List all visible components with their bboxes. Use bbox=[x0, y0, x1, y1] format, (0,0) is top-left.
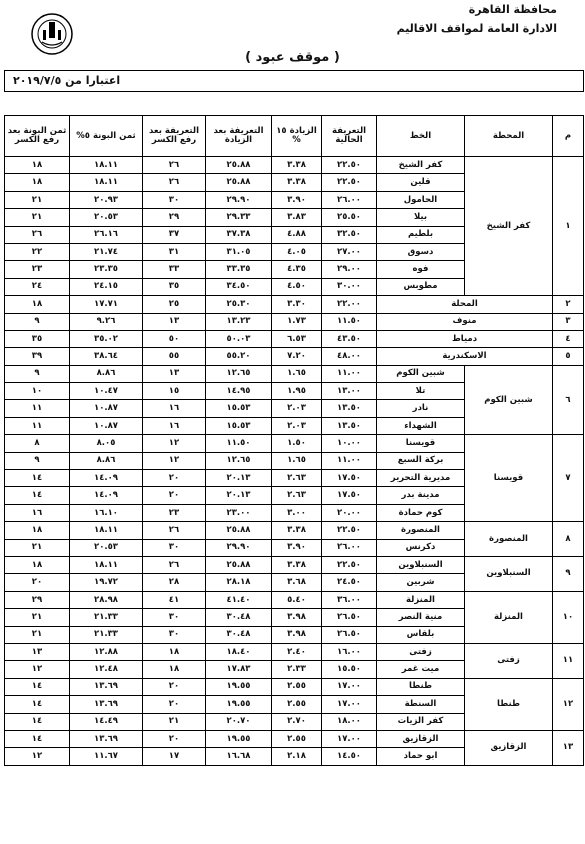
fare-after-increase: ٣٧.٣٨ bbox=[206, 226, 272, 243]
fare-after-increase: ٢٣.٠٠ bbox=[206, 504, 272, 521]
current-fare: ٢٦.٥٠ bbox=[322, 626, 377, 643]
fare-rounded: ١٣ bbox=[143, 313, 206, 330]
coupon-rounded: ١٤ bbox=[5, 487, 70, 504]
line-name: منوف bbox=[377, 313, 553, 330]
effective-date: اعتبارا من ٢٠١٩/٧/٥ bbox=[13, 74, 121, 87]
fare-rounded: ٢٠ bbox=[143, 470, 206, 487]
increase: ٢.٥٥ bbox=[272, 730, 322, 747]
fare-rounded: ١٥ bbox=[143, 383, 206, 400]
current-fare: ٢٢.٥٠ bbox=[322, 174, 377, 191]
line-name: السنبلاوين bbox=[377, 556, 465, 573]
fare-after-increase: ٢٩.٣٣ bbox=[206, 209, 272, 226]
line-name: زفتى bbox=[377, 643, 465, 660]
coupon-rounded: ٣٩ bbox=[5, 348, 70, 365]
coupon-rounded: ٢٦ bbox=[5, 226, 70, 243]
coupon-rounded: ١٤ bbox=[5, 713, 70, 730]
fare-after-increase: ٣١.٠٥ bbox=[206, 243, 272, 260]
coupon-rounded: ١٦ bbox=[5, 504, 70, 521]
current-fare: ١٧.٠٠ bbox=[322, 730, 377, 747]
line-name: فوه bbox=[377, 261, 465, 278]
current-fare: ١٨.٠٠ bbox=[322, 713, 377, 730]
fare-after-increase: ٥٥.٢٠ bbox=[206, 348, 272, 365]
fare-after-increase: ٣٠.٤٨ bbox=[206, 626, 272, 643]
coupon-price: ٩.٢٦ bbox=[70, 313, 143, 330]
coupon-price: ٢٦.١٦ bbox=[70, 226, 143, 243]
line-name: السنطة bbox=[377, 696, 465, 713]
fare-rounded: ٣٠ bbox=[143, 609, 206, 626]
current-fare: ٢٢.٥٠ bbox=[322, 522, 377, 539]
station-name: زفتى bbox=[465, 643, 553, 678]
fare-after-increase: ٢٠.١٣ bbox=[206, 470, 272, 487]
increase: ١.٥٠ bbox=[272, 435, 322, 452]
fare-after-increase: ٣٤.٥٠ bbox=[206, 278, 272, 295]
increase: ٧.٢٠ bbox=[272, 348, 322, 365]
increase: ٣.٣٠ bbox=[272, 296, 322, 313]
coupon-price: ١٤.٤٩ bbox=[70, 713, 143, 730]
table-header-row bbox=[5, 116, 584, 157]
current-fare: ٢٦.٠٠ bbox=[322, 539, 377, 556]
increase: ١.٦٥ bbox=[272, 365, 322, 382]
coupon-price: ٣٨.٦٤ bbox=[70, 348, 143, 365]
coupon-price: ١٠.٤٧ bbox=[70, 383, 143, 400]
fare-after-increase: ١٦.٦٨ bbox=[206, 748, 272, 765]
increase: ٣.٦٨ bbox=[272, 574, 322, 591]
coupon-rounded: ٢٠ bbox=[5, 574, 70, 591]
coupon-rounded: ٩ bbox=[5, 452, 70, 469]
coupon-rounded: ١٠ bbox=[5, 383, 70, 400]
coupon-price: ١٩.٧٢ bbox=[70, 574, 143, 591]
line-name: بلقاس bbox=[377, 626, 465, 643]
station-name: الزقازيق bbox=[465, 730, 553, 765]
row-number: ١٣ bbox=[553, 730, 584, 765]
coupon-price: ٢٤.١٥ bbox=[70, 278, 143, 295]
increase: ٢.٦٣ bbox=[272, 487, 322, 504]
fare-rounded: ٢٨ bbox=[143, 574, 206, 591]
fare-after-increase: ٢٩.٩٠ bbox=[206, 191, 272, 208]
fare-after-increase: ١٥.٥٣ bbox=[206, 417, 272, 434]
coupon-rounded: ٢١ bbox=[5, 191, 70, 208]
fare-after-increase: ٢٥.٣٠ bbox=[206, 296, 272, 313]
coupon-price: ١٤.٠٩ bbox=[70, 487, 143, 504]
increase: ٦.٥٣ bbox=[272, 330, 322, 347]
station-name: السنبلاوين bbox=[465, 556, 553, 591]
coupon-price: ٢١.٣٣ bbox=[70, 609, 143, 626]
increase: ٢.٠٣ bbox=[272, 400, 322, 417]
line-name: المنزلة bbox=[377, 591, 465, 608]
line-name: منية النصر bbox=[377, 609, 465, 626]
increase: ٣.٣٨ bbox=[272, 174, 322, 191]
fare-rounded: ٢٥ bbox=[143, 296, 206, 313]
row-number: ٥ bbox=[553, 348, 584, 365]
coupon-rounded: ٢٣ bbox=[5, 261, 70, 278]
fare-rounded: ١٧ bbox=[143, 748, 206, 765]
line-name: مديرية التحرير bbox=[377, 470, 465, 487]
current-fare: ١٥.٥٠ bbox=[322, 661, 377, 678]
fare-rounded: ٢٠ bbox=[143, 487, 206, 504]
current-fare: ٣٠.٠٠ bbox=[322, 278, 377, 295]
row-number: ٧ bbox=[553, 435, 584, 522]
table-row bbox=[5, 296, 584, 313]
page-title: ( موقف عبود ) bbox=[245, 50, 340, 65]
coupon-price: ٢١.٣٣ bbox=[70, 626, 143, 643]
line-name: طنطا bbox=[377, 678, 465, 695]
coupon-price: ١٤.٠٩ bbox=[70, 470, 143, 487]
increase: ٢.٠٣ bbox=[272, 417, 322, 434]
coupon-price: ٨.٨٦ bbox=[70, 365, 143, 382]
fare-rounded: ١٢ bbox=[143, 452, 206, 469]
fare-rounded: ١٣ bbox=[143, 365, 206, 382]
fare-rounded: ٤١ bbox=[143, 591, 206, 608]
line-name: قلين bbox=[377, 174, 465, 191]
station-name: كفر الشيخ bbox=[465, 157, 553, 296]
increase: ٢.٥٥ bbox=[272, 696, 322, 713]
coupon-price: ١٣.٦٩ bbox=[70, 696, 143, 713]
fare-after-increase: ١٢.٦٥ bbox=[206, 365, 272, 382]
fare-rounded: ٥٥ bbox=[143, 348, 206, 365]
fare-after-increase: ٢٠.١٣ bbox=[206, 487, 272, 504]
current-fare: ٢٥.٥٠ bbox=[322, 209, 377, 226]
increase: ٤.٥٠ bbox=[272, 278, 322, 295]
coupon-price: ٢٣.٣٥ bbox=[70, 261, 143, 278]
line-name: مطوبس bbox=[377, 278, 465, 295]
coupon-rounded: ٢٤ bbox=[5, 278, 70, 295]
table-row bbox=[5, 678, 584, 695]
coupon-rounded: ١١ bbox=[5, 417, 70, 434]
increase: ٥.٤٠ bbox=[272, 591, 322, 608]
increase: ٤.٣٥ bbox=[272, 261, 322, 278]
fare-rounded: ٢١ bbox=[143, 713, 206, 730]
current-fare: ٢٢.٥٠ bbox=[322, 556, 377, 573]
table-row bbox=[5, 435, 584, 452]
current-fare: ١٧.٠٠ bbox=[322, 678, 377, 695]
line-name: الشهداء bbox=[377, 417, 465, 434]
col-fare-after-header: التعريفة بعد الزيادة bbox=[206, 116, 272, 157]
fare-rounded: ٢٠ bbox=[143, 730, 206, 747]
table-body bbox=[5, 157, 584, 766]
coupon-rounded: ١٤ bbox=[5, 696, 70, 713]
administration-name: الادارة العامة لمواقف الاقاليم bbox=[396, 22, 557, 35]
col-coupon-header: ثمن البونة ٥% bbox=[70, 116, 143, 157]
table-row bbox=[5, 643, 584, 660]
fare-rounded: ٣٠ bbox=[143, 191, 206, 208]
line-name: كفر الزيات bbox=[377, 713, 465, 730]
row-number: ٣ bbox=[553, 313, 584, 330]
fare-after-increase: ٢٥.٨٨ bbox=[206, 157, 272, 174]
fare-rounded: ٢٣ bbox=[143, 504, 206, 521]
current-fare: ١٧.٥٠ bbox=[322, 470, 377, 487]
fare-rounded: ٢٠ bbox=[143, 696, 206, 713]
increase: ٢.٥٥ bbox=[272, 678, 322, 695]
line-name: تلا bbox=[377, 383, 465, 400]
table-row bbox=[5, 522, 584, 539]
line-name: دسوق bbox=[377, 243, 465, 260]
fare-rounded: ١٨ bbox=[143, 643, 206, 660]
table-row bbox=[5, 348, 584, 365]
coupon-price: ١٨.١١ bbox=[70, 174, 143, 191]
fare-after-increase: ١٨.٤٠ bbox=[206, 643, 272, 660]
coupon-price: ١٨.١١ bbox=[70, 522, 143, 539]
current-fare: ١١.٠٠ bbox=[322, 452, 377, 469]
line-name: شربين bbox=[377, 574, 465, 591]
line-name: كوم حمادة bbox=[377, 504, 465, 521]
line-name: كفر الشيخ bbox=[377, 157, 465, 174]
col-station-header: المحطة bbox=[465, 116, 553, 157]
row-number: ٩ bbox=[553, 556, 584, 591]
current-fare: ١٣.٠٠ bbox=[322, 383, 377, 400]
fare-after-increase: ٣٣.٣٥ bbox=[206, 261, 272, 278]
increase: ٤.٨٨ bbox=[272, 226, 322, 243]
row-number: ٢ bbox=[553, 296, 584, 313]
line-name: نادر bbox=[377, 400, 465, 417]
fare-rounded: ١٢ bbox=[143, 435, 206, 452]
coupon-rounded: ٢١ bbox=[5, 626, 70, 643]
coupon-price: ١٣.٦٩ bbox=[70, 730, 143, 747]
fare-rounded: ٢٦ bbox=[143, 157, 206, 174]
coupon-price: ٢٨.٩٨ bbox=[70, 591, 143, 608]
line-name: الزقازيق bbox=[377, 730, 465, 747]
coupon-rounded: ٢١ bbox=[5, 609, 70, 626]
coupon-price: ١٨.١١ bbox=[70, 157, 143, 174]
current-fare: ٢٧.٠٠ bbox=[322, 243, 377, 260]
effective-date-box bbox=[4, 70, 584, 92]
col-fare-rounded-header: التعريفة بعد رفع الكسر bbox=[143, 116, 206, 157]
coupon-price: ٢٠.٥٣ bbox=[70, 209, 143, 226]
coupon-rounded: ١٨ bbox=[5, 296, 70, 313]
coupon-rounded: ١٨ bbox=[5, 174, 70, 191]
station-name: شبين الكوم bbox=[465, 365, 553, 435]
line-name: شبين الكوم bbox=[377, 365, 465, 382]
current-fare: ١١.٥٠ bbox=[322, 313, 377, 330]
row-number: ١٠ bbox=[553, 591, 584, 643]
increase: ٣.٩٨ bbox=[272, 609, 322, 626]
coupon-price: ١٢.٨٨ bbox=[70, 643, 143, 660]
current-fare: ٢٢.٠٠ bbox=[322, 296, 377, 313]
increase: ٣.٩٠ bbox=[272, 191, 322, 208]
fare-after-increase: ١٩.٥٥ bbox=[206, 730, 272, 747]
fare-rounded: ٢٦ bbox=[143, 174, 206, 191]
increase: ٣.٩٨ bbox=[272, 626, 322, 643]
coupon-price: ١١.٦٧ bbox=[70, 748, 143, 765]
increase: ١.٧٣ bbox=[272, 313, 322, 330]
fare-rounded: ٣١ bbox=[143, 243, 206, 260]
line-name: بركة السبع bbox=[377, 452, 465, 469]
current-fare: ٢٩.٠٠ bbox=[322, 261, 377, 278]
fare-table bbox=[4, 115, 584, 766]
fare-rounded: ٢٦ bbox=[143, 556, 206, 573]
coupon-rounded: ١٢ bbox=[5, 661, 70, 678]
coupon-price: ١٨.١١ bbox=[70, 556, 143, 573]
fare-after-increase: ١٥.٥٣ bbox=[206, 400, 272, 417]
row-number: ١٢ bbox=[553, 678, 584, 730]
current-fare: ٢٤.٥٠ bbox=[322, 574, 377, 591]
fare-rounded: ٢٠ bbox=[143, 678, 206, 695]
line-name: قويسنا bbox=[377, 435, 465, 452]
coupon-rounded: ١٨ bbox=[5, 522, 70, 539]
fare-rounded: ١٦ bbox=[143, 417, 206, 434]
fare-after-increase: ١٩.٥٥ bbox=[206, 696, 272, 713]
row-number: ١١ bbox=[553, 643, 584, 678]
line-name: الحامول bbox=[377, 191, 465, 208]
station-name: قويسنا bbox=[465, 435, 553, 522]
increase: ١.٦٥ bbox=[272, 452, 322, 469]
increase: ٢.٣٣ bbox=[272, 661, 322, 678]
row-number: ١ bbox=[553, 157, 584, 296]
coupon-price: ٨.٨٦ bbox=[70, 452, 143, 469]
table-row bbox=[5, 365, 584, 382]
coupon-rounded: ٢١ bbox=[5, 539, 70, 556]
increase: ٢.٦٣ bbox=[272, 470, 322, 487]
current-fare: ١٦.٠٠ bbox=[322, 643, 377, 660]
fare-after-increase: ١٩.٥٥ bbox=[206, 678, 272, 695]
current-fare: ١٧.٥٠ bbox=[322, 487, 377, 504]
current-fare: ١٤.٥٠ bbox=[322, 748, 377, 765]
current-fare: ٢٦.٠٠ bbox=[322, 191, 377, 208]
governorate-name: محافظة القاهرة bbox=[468, 3, 557, 16]
fare-after-increase: ٢٨.١٨ bbox=[206, 574, 272, 591]
fare-after-increase: ١١.٥٠ bbox=[206, 435, 272, 452]
fare-after-increase: ٥٠.٠٣ bbox=[206, 330, 272, 347]
coupon-rounded: ١٤ bbox=[5, 470, 70, 487]
fare-rounded: ٢٩ bbox=[143, 209, 206, 226]
increase: ٢.٧٠ bbox=[272, 713, 322, 730]
current-fare: ٤٨.٠٠ bbox=[322, 348, 377, 365]
increase: ٢.٤٠ bbox=[272, 643, 322, 660]
increase: ٣.٣٨ bbox=[272, 556, 322, 573]
coupon-price: ١٢.٤٨ bbox=[70, 661, 143, 678]
coupon-price: ١٠.٨٧ bbox=[70, 417, 143, 434]
table-row bbox=[5, 330, 584, 347]
current-fare: ٣٢.٥٠ bbox=[322, 226, 377, 243]
coupon-rounded: ٨ bbox=[5, 435, 70, 452]
current-fare: ١٣.٥٠ bbox=[322, 400, 377, 417]
coupon-rounded: ٢١ bbox=[5, 209, 70, 226]
station-name: المنصورة bbox=[465, 522, 553, 557]
current-fare: ١١.٠٠ bbox=[322, 365, 377, 382]
increase: ٣.٠٠ bbox=[272, 504, 322, 521]
fare-after-increase: ٢٥.٨٨ bbox=[206, 174, 272, 191]
coupon-rounded: ١٣ bbox=[5, 643, 70, 660]
line-name: دمياط bbox=[377, 330, 553, 347]
station-name: طنطا bbox=[465, 678, 553, 730]
coupon-rounded: ٣٥ bbox=[5, 330, 70, 347]
fare-after-increase: ١٣.٢٣ bbox=[206, 313, 272, 330]
fare-rounded: ١٨ bbox=[143, 661, 206, 678]
coupon-rounded: ٩ bbox=[5, 313, 70, 330]
fare-after-increase: ٢٥.٨٨ bbox=[206, 556, 272, 573]
line-name: دكرنس bbox=[377, 539, 465, 556]
current-fare: ١٠.٠٠ bbox=[322, 435, 377, 452]
coupon-rounded: ٩ bbox=[5, 365, 70, 382]
current-fare: ٤٣.٥٠ bbox=[322, 330, 377, 347]
line-name: بلطيم bbox=[377, 226, 465, 243]
line-name: بيلا bbox=[377, 209, 465, 226]
coupon-price: ١٧.٧١ bbox=[70, 296, 143, 313]
increase: ٣.٨٣ bbox=[272, 209, 322, 226]
row-number: ٨ bbox=[553, 522, 584, 557]
coupon-price: ١٠.٨٧ bbox=[70, 400, 143, 417]
current-fare: ١٧.٠٠ bbox=[322, 696, 377, 713]
fare-after-increase: ٢٥.٨٨ bbox=[206, 522, 272, 539]
current-fare: ٢٢.٥٠ bbox=[322, 157, 377, 174]
coupon-rounded: ٢٢ bbox=[5, 243, 70, 260]
current-fare: ٣٦.٠٠ bbox=[322, 591, 377, 608]
col-line-header: الخط bbox=[377, 116, 465, 157]
line-name: ابو حماد bbox=[377, 748, 465, 765]
col-current-fare-header: التعريفة الحالية bbox=[322, 116, 377, 157]
table-row bbox=[5, 730, 584, 747]
increase: ٣.٣٨ bbox=[272, 157, 322, 174]
coupon-rounded: ١٤ bbox=[5, 730, 70, 747]
fare-after-increase: ١٧.٨٣ bbox=[206, 661, 272, 678]
line-name: مدينة بدر bbox=[377, 487, 465, 504]
station-name: المنزلة bbox=[465, 591, 553, 643]
fare-rounded: ٣٠ bbox=[143, 539, 206, 556]
fare-rounded: ٣٥ bbox=[143, 278, 206, 295]
fare-after-increase: ٢٩.٩٠ bbox=[206, 539, 272, 556]
col-coupon-rounded-header: ثمن البونة بعد رفع الكسر bbox=[5, 116, 70, 157]
table-row bbox=[5, 591, 584, 608]
coupon-rounded: ٢٩ bbox=[5, 591, 70, 608]
fare-after-increase: ٣٠.٤٨ bbox=[206, 609, 272, 626]
table-row bbox=[5, 313, 584, 330]
increase: ٤.٠٥ bbox=[272, 243, 322, 260]
table-row bbox=[5, 157, 584, 174]
fare-after-increase: ٢٠.٧٠ bbox=[206, 713, 272, 730]
coupon-price: ١٣.٦٩ bbox=[70, 678, 143, 695]
fare-after-increase: ١٤.٩٥ bbox=[206, 383, 272, 400]
coupon-price: ٢١.٧٤ bbox=[70, 243, 143, 260]
increase: ٢.١٨ bbox=[272, 748, 322, 765]
coupon-price: ٣٥.٠٢ bbox=[70, 330, 143, 347]
row-number: ٤ bbox=[553, 330, 584, 347]
coupon-rounded: ١٢ bbox=[5, 748, 70, 765]
increase: ٣.٣٨ bbox=[272, 522, 322, 539]
fare-rounded: ٣٣ bbox=[143, 261, 206, 278]
current-fare: ١٣.٥٠ bbox=[322, 417, 377, 434]
line-name: الاسكندرية bbox=[377, 348, 553, 365]
row-number: ٦ bbox=[553, 365, 584, 435]
coupon-rounded: ١٤ bbox=[5, 678, 70, 695]
increase: ٣.٩٠ bbox=[272, 539, 322, 556]
coupon-price: ٢٠.٩٣ bbox=[70, 191, 143, 208]
coupon-price: ١٦.١٠ bbox=[70, 504, 143, 521]
coupon-price: ٨.٠٥ bbox=[70, 435, 143, 452]
fare-after-increase: ٤١.٤٠ bbox=[206, 591, 272, 608]
fare-rounded: ١٦ bbox=[143, 400, 206, 417]
coupon-rounded: ١٨ bbox=[5, 556, 70, 573]
fare-rounded: ٣٧ bbox=[143, 226, 206, 243]
line-name: ميت غمر bbox=[377, 661, 465, 678]
coupon-rounded: ١١ bbox=[5, 400, 70, 417]
fare-after-increase: ١٢.٦٥ bbox=[206, 452, 272, 469]
coupon-rounded: ١٨ bbox=[5, 157, 70, 174]
coupon-price: ٢٠.٥٣ bbox=[70, 539, 143, 556]
fare-rounded: ٢٦ bbox=[143, 522, 206, 539]
col-increase-header: الزيادة ١٥ % bbox=[272, 116, 322, 157]
col-num-header: م bbox=[553, 116, 584, 157]
fare-rounded: ٣٠ bbox=[143, 626, 206, 643]
current-fare: ٢٠.٠٠ bbox=[322, 504, 377, 521]
increase: ١.٩٥ bbox=[272, 383, 322, 400]
current-fare: ٢٦.٥٠ bbox=[322, 609, 377, 626]
line-name: المنصورة bbox=[377, 522, 465, 539]
fare-rounded: ٥٠ bbox=[143, 330, 206, 347]
table-row bbox=[5, 556, 584, 573]
line-name: المحلة bbox=[377, 296, 553, 313]
